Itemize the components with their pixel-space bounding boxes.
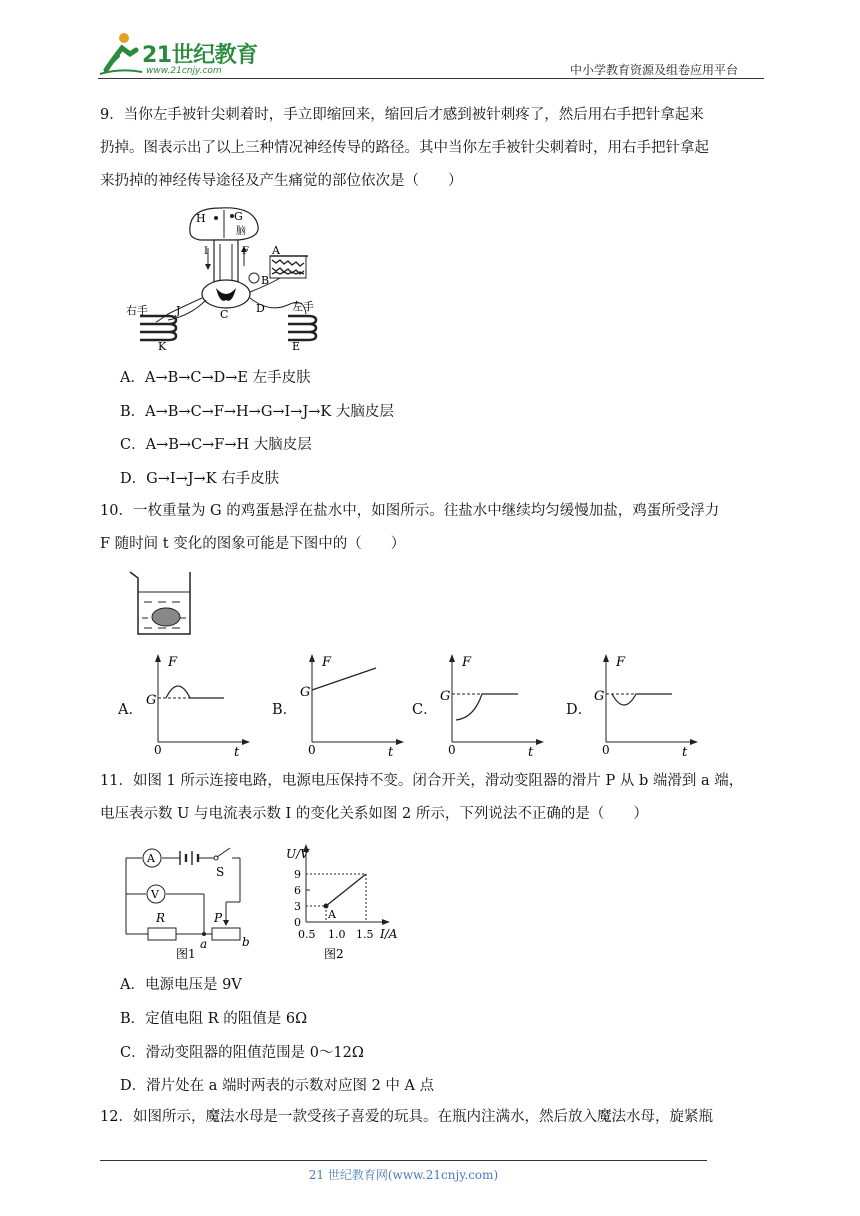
- slider-label: P: [214, 911, 223, 925]
- q9-line-3: 来扔掉的神经传导途径及产生痛觉的部位依次是（ ）: [100, 173, 463, 189]
- label-K: K: [158, 340, 167, 352]
- q10-graph-c: [438, 652, 548, 756]
- q10-beaker-figure: [128, 570, 196, 638]
- resistor-label: R: [156, 911, 166, 925]
- q10-option-c-label: C．: [412, 702, 438, 718]
- q10-option-d-label: D．: [566, 702, 593, 718]
- q11-line-1: 11．如图 1 所示连接电路，电源电压保持不变。闭合开关，滑动变阻器的滑片 P 从 b 端滑到 a 端，: [100, 773, 744, 789]
- q11-voltage-current-graph: [270, 842, 410, 964]
- q10-graph-a: [144, 652, 254, 756]
- logo-text: 21世纪教育: [142, 43, 258, 68]
- label-left-hand: 左手: [292, 300, 314, 313]
- q9-option-a: A．A→B→C→D→E 左手皮肤: [120, 370, 311, 386]
- header-platform-title: 中小学教育资源及组卷应用平台: [570, 63, 739, 77]
- y-tick-9: 9: [294, 868, 301, 881]
- g-label: G: [440, 689, 451, 704]
- switch-label: S: [216, 865, 225, 879]
- f-label: F: [168, 655, 178, 670]
- x-tick-1-5: 1.5: [356, 928, 374, 941]
- q11-option-d: D．滑片处在 a 端时两表的示数对应图 2 中 A 点: [120, 1078, 435, 1094]
- label-H: H: [196, 212, 206, 225]
- y-tick-3: 3: [294, 900, 301, 913]
- f-label: F: [462, 655, 472, 670]
- x-tick-1-0: 1.0: [328, 928, 346, 941]
- q10-line-1: 10．一枚重量为 G 的鸡蛋悬浮在盐水中，如图所示。往盐水中继续均匀缓慢加盐，鸡蛋所受浮力: [100, 503, 720, 519]
- header-divider: [98, 78, 764, 79]
- origin-label: 0: [602, 743, 610, 756]
- end-a-label: a: [200, 937, 208, 951]
- ammeter-label: A: [147, 852, 155, 865]
- q11-line-2: 电压表示数 U 与电流表示数 I 的变化关系如图 2 所示，下列说法不正确的是（ ）: [100, 806, 648, 822]
- q10-line-2: F 随时间 t 变化的图象可能是下图中的（ ）: [100, 536, 406, 552]
- q9-option-b: B．A→B→C→F→H→G→I→J→K 大脑皮层: [120, 404, 394, 420]
- label-J: J: [176, 304, 181, 317]
- t-label: t: [234, 745, 240, 756]
- label-B: B: [261, 274, 270, 287]
- point-A-label: A: [328, 908, 336, 921]
- label-right-hand: 右手: [126, 304, 148, 317]
- origin-label: 0: [154, 743, 162, 756]
- y-tick-6: 6: [294, 884, 301, 897]
- q9-reflex-arc-figure: [120, 204, 320, 352]
- q12-line-1: 12．如图所示，魔法水母是一款受孩子喜爱的玩具。在瓶内注满水，然后放入魔法水母，旋紧瓶: [100, 1109, 713, 1125]
- label-I: I: [204, 246, 208, 257]
- label-D: D: [256, 302, 265, 315]
- label-A: A: [272, 244, 280, 257]
- label-F: F: [242, 246, 249, 257]
- footer-divider: [100, 1160, 707, 1161]
- f-label: F: [616, 655, 626, 670]
- origin-label: 0: [308, 743, 316, 756]
- footer-text: 21 世纪教育网(www.21cnjy.com): [308, 1168, 499, 1182]
- y-tick-0: 0: [294, 916, 301, 929]
- q10-option-a-label: A．: [118, 702, 143, 718]
- g-label: G: [594, 689, 605, 704]
- logo-url: www.21cnjy.com: [146, 66, 222, 76]
- label-brain: 脑: [236, 226, 246, 237]
- t-label: t: [682, 745, 688, 756]
- fig1-caption: 图1: [176, 947, 196, 961]
- q11-circuit-figure-1: [118, 842, 258, 964]
- fig2-caption: 图2: [324, 947, 344, 961]
- t-label: t: [528, 745, 534, 756]
- q11-option-b: B．定值电阻 R 的阻值是 6Ω: [120, 1011, 308, 1027]
- site-logo: [96, 30, 266, 78]
- t-label: t: [388, 745, 394, 756]
- q9-line-1: 9．当你左手被针尖刺着时，手立即缩回来，缩回后才感到被针刺疼了，然后用右手把针拿起来: [100, 107, 704, 123]
- label-G: G: [234, 210, 243, 223]
- g-label: G: [300, 685, 311, 700]
- end-b-label: b: [242, 935, 250, 949]
- x-axis-label: I/A: [380, 927, 398, 941]
- y-axis-label: U/V: [286, 847, 309, 861]
- q10-graph-d: [592, 652, 702, 756]
- q10-option-b-label: B．: [272, 702, 298, 718]
- voltmeter-label: V: [151, 888, 159, 901]
- label-C: C: [220, 308, 229, 321]
- label-E: E: [292, 340, 301, 352]
- origin-label: 0: [448, 743, 456, 756]
- runner-logo-icon: [96, 30, 144, 78]
- f-label: F: [322, 655, 332, 670]
- q11-option-c: C．滑动变阻器的阻值范围是 0～12Ω: [120, 1045, 364, 1061]
- q9-option-c: C．A→B→C→F→H 大脑皮层: [120, 437, 312, 453]
- q10-graph-b: [298, 652, 408, 756]
- q9-line-2: 扔掉。图表示出了以上三种情况神经传导的路径。其中当你左手被针尖刺着时，用右手把针拿起: [100, 140, 709, 156]
- g-label: G: [146, 693, 157, 708]
- q11-option-a: A．电源电压是 9V: [120, 977, 242, 993]
- x-tick-0-5: 0.5: [298, 928, 316, 941]
- q9-option-d: D．G→I→J→K 右手皮肤: [120, 471, 280, 487]
